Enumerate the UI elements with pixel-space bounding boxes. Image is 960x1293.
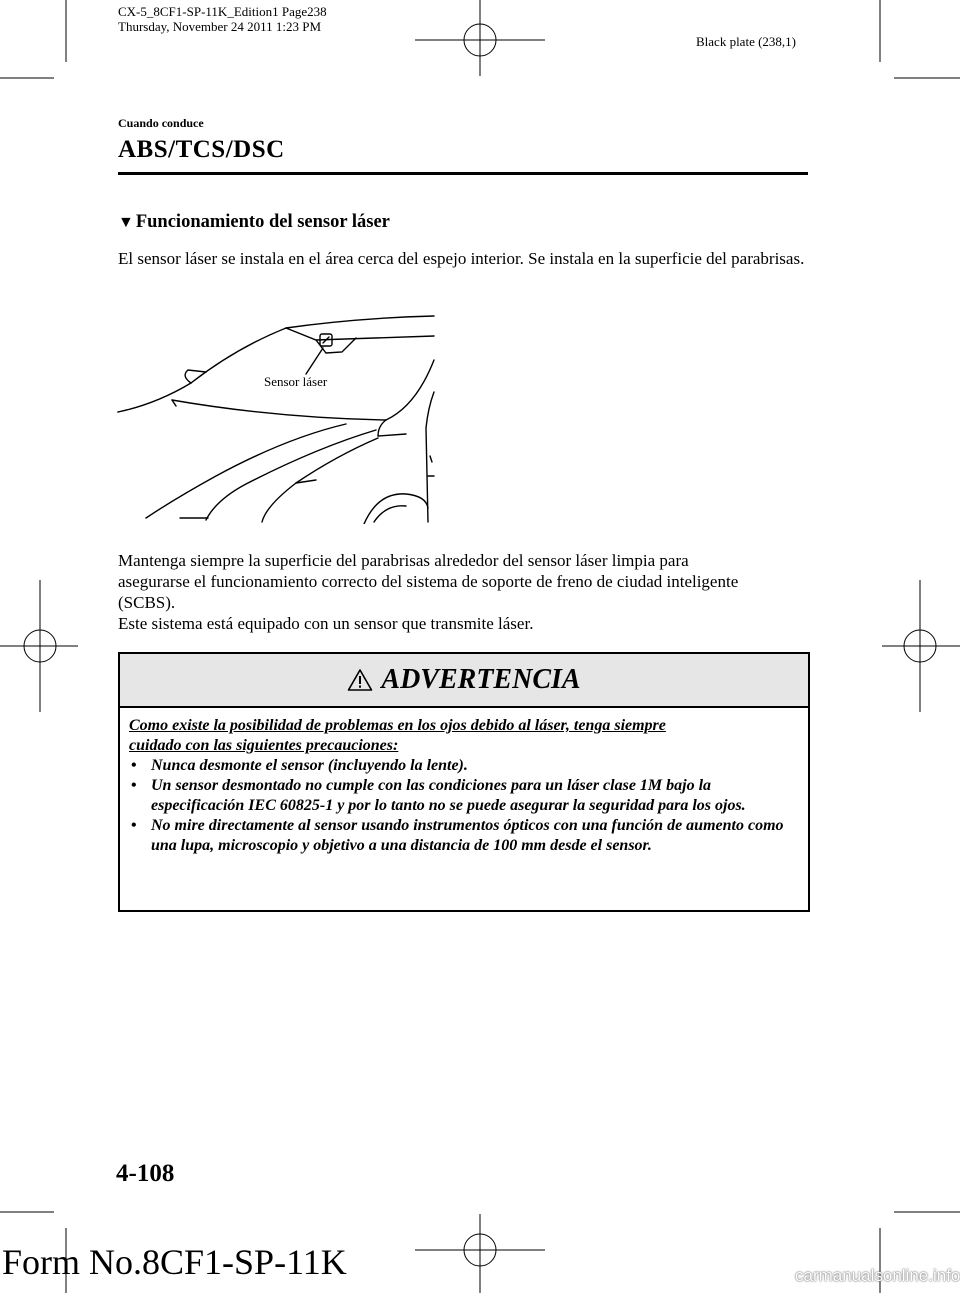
paragraph-3: Este sistema está equipado con un sensor que transmite láser. <box>118 614 534 633</box>
warning-intro-line-1: Como existe la posibilidad de problemas en los ojos debido al láser, tenga siempre <box>129 717 666 734</box>
warning-item-text: Un sensor desmontado no cumple con las condiciones para un láser clase 1M bajo la especificación IEC 60825-1 y por lo tanto no se puede asegurar la seguridad para los ojos. <box>151 777 746 814</box>
plate-info: Black plate (238,1) <box>696 34 796 49</box>
print-timestamp: Thursday, November 24 2011 1:23 PM <box>118 19 322 34</box>
warning-intro-line-2: cuidado con las siguientes precauciones: <box>129 737 399 754</box>
warning-box <box>118 652 810 912</box>
bullet-icon: • <box>131 817 137 834</box>
warning-header <box>120 654 808 708</box>
warning-list-item <box>129 776 792 816</box>
windshield-illustration <box>116 308 438 524</box>
registration-target-icon <box>415 0 545 76</box>
warning-triangle-icon <box>347 668 373 692</box>
paragraph-2-line-3: (SCBS). <box>118 593 176 612</box>
section-label: Cuando conduce <box>118 116 204 130</box>
print-file-info: CX-5_8CF1-SP-11K_Edition1 Page238 <box>118 4 327 19</box>
warning-title: ADVERTENCIA <box>381 664 581 695</box>
paragraph-2-line-1: Mantenga siempre la superficie del parabrisas alrededor del sensor láser limpia para <box>118 551 689 570</box>
sensor-label: Sensor láser <box>264 374 328 389</box>
warning-list-item <box>129 756 792 776</box>
warning-item-text: No mire directamente al sensor usando instrumentos ópticos con una función de aumento como una lupa, microscopio y objetivo a una distancia de 100 mm desde el sensor. <box>151 817 784 854</box>
warning-list-item <box>129 816 792 856</box>
form-number: Form No.8CF1-SP-11K <box>2 1242 347 1282</box>
header-rule <box>118 172 808 175</box>
warning-list <box>129 756 792 856</box>
subsection-heading <box>118 212 390 233</box>
heading-text: Funcionamiento del sensor láser <box>135 212 390 232</box>
page-number: 4-108 <box>116 1160 175 1187</box>
chapter-title: ABS/TCS/DSC <box>118 136 285 163</box>
bullet-icon: • <box>131 777 137 794</box>
heading-marker-icon: ▼ <box>118 214 134 231</box>
paragraph-2-line-2: asegurarse el funcionamiento correcto del sistema de soporte de freno de ciudad inteligente <box>118 572 739 591</box>
bullet-icon: • <box>131 757 137 774</box>
watermark: carmanualsonline.info <box>795 1266 960 1285</box>
warning-body <box>120 708 808 856</box>
windshield-sensor-figure <box>116 308 438 524</box>
intro-paragraph: El sensor láser se instala en el área cerca del espejo interior. Se instala en la superficie del parabrisas. <box>118 249 805 268</box>
warning-item-text: Nunca desmonte el sensor (incluyendo la lente). <box>151 757 468 774</box>
